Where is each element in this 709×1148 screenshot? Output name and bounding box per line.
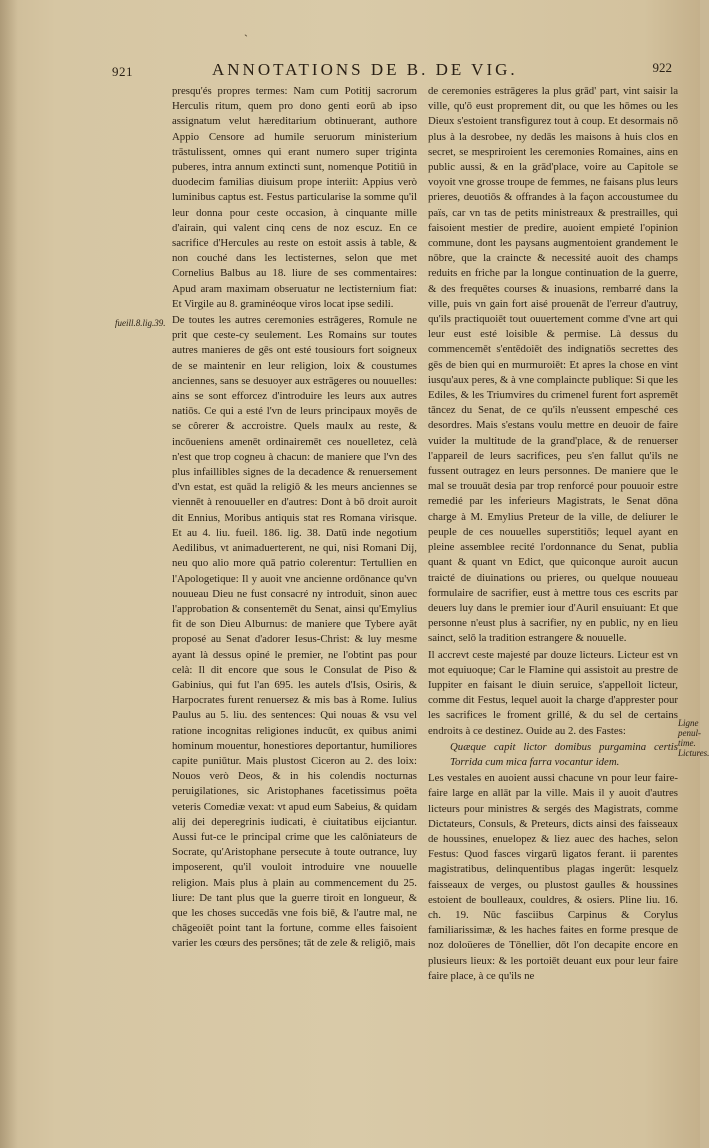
margin-note-left: fueill.8.lig.39.	[115, 318, 166, 328]
paragraph: presqu'és propres termes: Nam cum Potitij sacrorum Herculis ritum, quem pro dono genti eorū ab ipso assignatum velut hæreditarium obtinuerant, authore Appio Censore ad humile seruorum ministerium trāstulissent, omnes qui erant numero super triginta puberes, intra annum extincti sunt, nomenque Potitiū in duodecim familias diuisum prope interiit: Appius verò luminibus captus est. Festus particularise la somme qu'il leur donna pour ceste occasion, à cinquante mille d'airain, qui valent cinq cens de noz escuz. En ce sacrifice d'Hercules au reste on estoit assis à table, & non couché dans les lectisternes, selon que met Cornelius Balbus au 18. liure de ses commentaires: Apud aram maximam obseruatur ne lectisternium fiat: Et Virgile au 8. graminéoque viros locat ipse sedili.	[172, 85, 417, 310]
page-number-right: 922	[652, 60, 672, 75]
page-number-left: 921	[112, 64, 133, 79]
margin-note-right: Ligne penul-time. Lictures.	[678, 718, 709, 758]
gutter-shadow	[0, 0, 18, 1148]
left-text-column	[172, 84, 417, 1124]
running-head: ANNOTATIONS DE B. DE VIG.	[212, 60, 518, 79]
verse-quote: Quæque capit lictor domibus purgamina certis Torrida cum mica farra vocantur idem.	[450, 740, 678, 768]
paragraph: Il accrevt ceste majesté par douze licteurs. Licteur est vn mot equiuoque; Car le Flamine qui assistoit au prestre de Iuppiter en faisant le diuin seruice, s'appelloit licteur, comme dit Festus, lequel auoit la charge d'apprester pour les sacrifices le froment grillé, & du sel de certains endroits à ce destinez. Ouide au 2. des Fastes:	[428, 648, 678, 737]
right-text-column	[428, 84, 678, 1124]
page-header	[112, 60, 672, 84]
ink-mark: ˋ	[244, 32, 248, 46]
paragraph: de ceremonies estrāgeres la plus grād' part, vint saisir la ville, qu'ō eust proprement dit, ou que les hōmes ou les Dieux s'estoient transfigurez tout à coup. Et desormais nō plus à la desrobee, ny dedās les maisons à huis clos en secret, se mespriroient les ceremonies Romaines, ains en public aussi, & en la grād'place, voire au Capitole se voyoit vne grosse troupe de femmes, ne faisans plus leurs prieres, deuotiōs & offrandes à la façon accoustumee du païs, car vn tas de petits ministreaux & prestrailles, qui faisoient mestier de predire, auoient empieté l'opinion commune, dont les paysans augmentoient grandement le nōbre, que la craincte & necessité auoit des champs reduits en friche par la longue continuation de la guerre, & des frequētes courses & inuasions, rembarré dans la ville, puis vn gain fort aisé prouenāt de l'erreur d'autruy, qu'ils practiquoiēt tout ouuertement comme d'vne art qui leur eust esté loisible & permise. Là dessus du commencemēt s'entēdoiēt des indignatiōs secrettes des gēs de bien qui en murmuroiēt: Et apres la chose en vint iusqu'aux peres, & à vne complaincte publique: Si que les Ediles, & les Triumvires du crimenel furent fort aspremēt tāncez du Senat, de ce qu'ils n'eussent empesché ces desordres. Mais s'estans voulu mettre en deuoir de faire vuider la multitude de la grand'place, & de renuerser l'appareil de leurs sacrifices, peu s'en fallut qu'ils ne fussent outragez en leurs personnes. De maniere que le mal se trouuāt desia par trop renforcé pour pouuoir estre remedié par les inferieurs Magistrats, le Senat dōna charge à M. Emylius Preteur de la ville, de deliurer le peuple de ces nouuelles superstitiōs; lequel ayant en pleine assemblee recité l'ordonnance du Senat, publia quant & quant vn Edict, que quiconque auroit aucun traicté de diuinations ou prieres, ou quelque nouueau formulaire de sacrifier, eust à mettre tous ces escrits par deuers luy dans le premier iour d'Auril ensuiuant: Et que personne n'eust plus à sacrifier, ny en public, ny en lieu sainct, selō la tradition estrangere & nouuelle.	[428, 85, 678, 645]
paragraph: De toutes les autres ceremonies estrāgeres, Romule ne prit que ceste-cy seulement. Les Romains sur toutes autres manieres de gēs ont esté tousiours fort soigneux de se maintenir en leur religion, loix & coustumes anciennes, sans se desuoyer aux estrāgeres ou nouuelles: ains se sont efforcez d'introduire les leurs aux autres natiōs. Ce qui a esté l'vn de leurs principaux moyēs de se côrerer & accroistre. Quels maulx au reste, & incōueniens amenēt ordinairemēt ces nouelletez, celà n'est que trop cogneu à chacun: de maniere que l'vn des plus infaillibles signes de la decadence & renuersement d'vn estat, est quād la religiō & les meurs anciennes se viennēt à renouueller en d'autres: Dont à bō droit auroit dit Ennius, Moribus antiquis stat res Romana virisque. Et au 4. liu. fueil. 186. lig. 38. Datū inde negotium Aedilibus, vt animaduerterent, ne qui, nisi Romani Dij, neu quo alio more quā patrio colerentur: Tertullien en l'Apologetique: Il y auoit vne ancienne ordōnance qu'vn nouueau Dieu ne fust consacré ny introduit, sinon auec l'approbation & consentemēt du Senat, ainsi qu'Emylius fit de son Dieu Alburnus: de maniere que Tybere ayāt proposé au Senat d'adorer Iesus-Christ: & luy mesme ayant là dessus opiné le premier, ne l'obtint pas pour celà: Il dit encore que sous le Consulat de Piso & Gabinius, qui fut l'an 695. les autels d'Isis, Osiris, & Harpocrates furent renuersez & mis bas à Rome. Iulius Paulus au 5. liu. des sentences: Qui nouas & vsu vel ratione incognitas religiones inducūt, ex quibus animi hominum mouentur, honestiores deportantur, humiliores capite puniūtur. Mais plustost Ciceron au 2. des loix: Nouos verò Deos, & in his colendis nocturnas peruigilationes, sic Aristophanes facetissimus poëta veteris Comediæ vexat: vt apud eum Sabeius, & quidam alij dei deperegrinis iudicati, è ciuitatibus eijciantur. Aussi fut-ce le principal crime que les calōniateurs de Socrate, qu'Aristophane persecute à toute outrance, luy imposerent, qu'il vouloit introduire vne nouuelle religion. Mais plus à plain au commencement du 25. liure: De tant plus que la guerre tiroit en longueur, & que les choses succedās vne fois biē, & l'autre mal, ne chāgeoiēt point tant la fortune, comme elles faisoient varier les cœurs des persōnes; tāt de zele & religiō, mais	[172, 314, 417, 950]
paragraph: Les vestales en auoient aussi chacune vn pour leur faire-faire large en allāt par la ville. Mais il y auoit d'autres licteurs pour ministres & sergés des Magistrats, comme Dictateurs, Consuls, & Preteurs, dicts ainsi des faisseaux de houssines, enuelopez & liez auec des haches, selon Festus: Quod fasces virgarū ligatos ferant. ii parentes magistratibus, delinquentibus plagas ingerūt: lesquelz faisseaux de verges, ou plustost gaulles & houssines estoient de boulleaux, couldres, & osiers. Pline liu. 16. ch. 19. Nūc fasciibus Carpinus & Corylus familiarissimæ, & les haches faites en forme presque de noz doloüeres de Tōnellier, dōt l'on decapite encore en plusieurs lieux: & les portoiēt deuant eux pour leur faire faire place, à ce qu'ils ne	[428, 772, 678, 982]
